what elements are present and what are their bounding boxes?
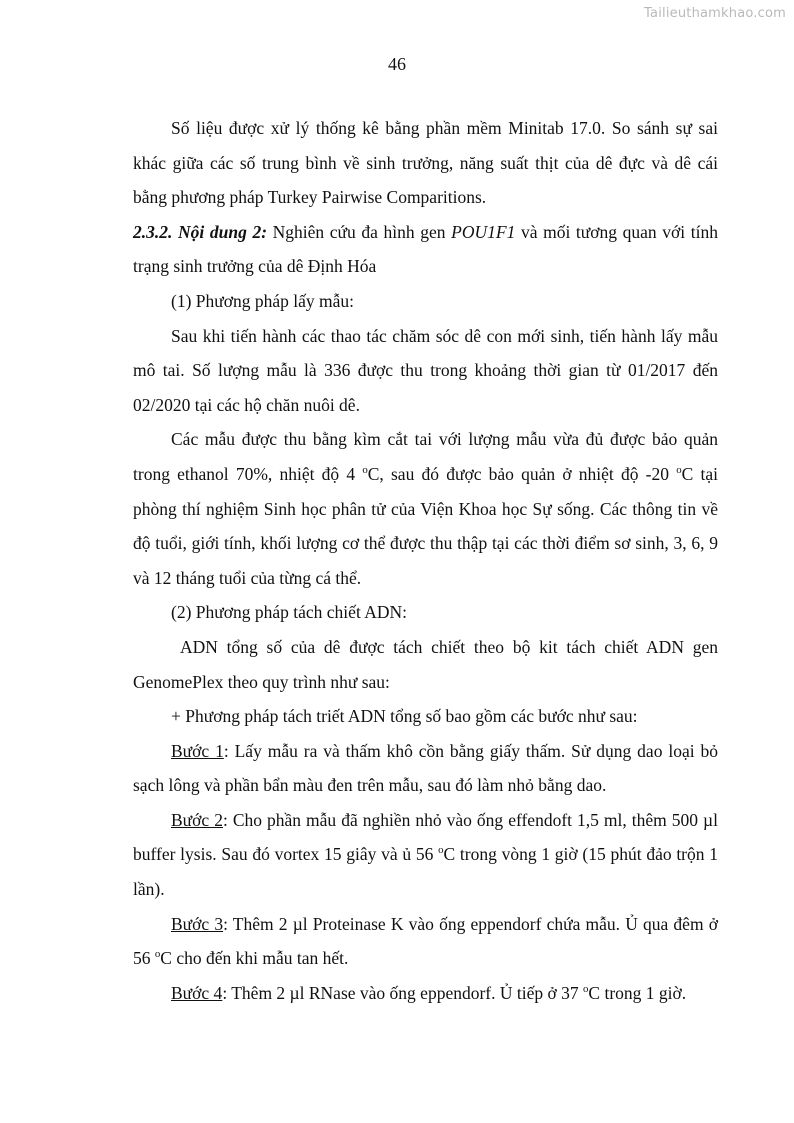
- sampling-2b: C, sau đó được bảo quản ở nhiệt độ -20: [367, 463, 677, 484]
- sampling-title: (1) Phương pháp lấy mẫu:: [171, 290, 355, 311]
- document-body: [133, 111, 718, 1010]
- paragraph-sampling-1: Sau khi tiến hành các thao tác chăm sóc dê con mới sinh, tiến hành lấy mẫu mô tai. Số lượng mẫu là 336 được thu trong khoảng thời gian từ 01/2017 đến 02/2020 tại các hộ chăn nuôi dê.: [133, 325, 718, 415]
- step-3: [133, 907, 718, 976]
- step-text: : Cho phần mẫu đã nghiền nhỏ vào ống effendoft 1,5 ml, thêm 500 µl buffer lysis. Sau đó vortex 15 giây và ủ 56: [133, 809, 718, 865]
- extraction-title: (2) Phương pháp tách chiết ADN:: [171, 602, 407, 623]
- degree-sup: o: [676, 464, 682, 477]
- sampling-2c: C tại phòng thí nghiệm Sinh học phân tử của Viện Khoa học Sự sống. Các thông tin về độ tuổi, giới tính, khối lượng cơ thể được thu thập tại các thời điểm sơ sinh, 3, 6, 9 và 12 tháng tuổi của từng cá thể.: [133, 463, 718, 588]
- paragraph-extraction-2: + Phương pháp tách triết ADN tổng số bao gồm các bước như sau:: [171, 706, 638, 727]
- section-text-1: Nghiên cứu đa hình gen: [267, 221, 452, 242]
- step-1: [133, 734, 718, 803]
- degree-sup: o: [438, 844, 444, 857]
- section-gene: POU1F1: [451, 221, 516, 242]
- step-4: [133, 976, 718, 1011]
- degree-sup: o: [154, 948, 161, 961]
- degree-sup: o: [362, 464, 368, 477]
- step-text: : Thêm 2 µl RNase vào ống eppendorf. Ủ tiếp ở 37: [222, 982, 583, 1003]
- step-text: C trong 1 giờ.: [588, 982, 687, 1003]
- step-text: : Lấy mẫu ra và thấm khô cồn bằng giấy thấm. Sử dụng dao loại bỏ sạch lông và phần bẩn màu đen trên mẫu, sau đó làm nhỏ bằng dao.: [133, 740, 718, 796]
- step-2: [133, 803, 718, 907]
- step-label: Bước 4: [171, 982, 223, 1003]
- step-text: C cho đến khi mẫu tan hết.: [160, 948, 349, 969]
- watermark: Tailieuthamkhao.com: [644, 6, 786, 21]
- step-label: Bước 2: [171, 809, 223, 830]
- degree-sup: o: [583, 983, 589, 996]
- paragraph-statistics: Số liệu được xử lý thống kê bằng phần mềm Minitab 17.0. So sánh sự sai khác giữa các số trung bình về sinh trưởng, năng suất thịt của dê đực và dê cái bằng phương pháp Turkey Pairwise Comparitions.: [133, 118, 718, 208]
- page-number: 46: [388, 54, 406, 74]
- step-label: Bước 3: [171, 913, 224, 934]
- paragraph-sampling-2: [133, 422, 718, 595]
- sampling-2a: Các mẫu được thu bằng kìm cắt tai với lượng mẫu vừa đủ được bảo quản trong ethanol 70%, nhiệt độ 4: [133, 429, 718, 484]
- section-label: 2.3.2. Nội dung 2:: [133, 221, 268, 242]
- step-label: Bước 1: [171, 740, 224, 761]
- section-text-2: và mối tương quan với tính trạng sinh trưởng của dê Định Hóa: [133, 221, 718, 277]
- section-heading: [133, 215, 718, 284]
- step-text: C trong vòng 1 giờ (15 phút đảo trộn 1 lần).: [133, 844, 718, 900]
- paragraph-extraction-1: ADN tổng số của dê được tách chiết theo bộ kit tách chiết ADN gen GenomePlex theo quy trình như sau:: [133, 636, 718, 692]
- step-text: : Thêm 2 µl Proteinase K vào ống eppendorf chứa mẫu. Ủ qua đêm ở 56: [133, 913, 718, 969]
